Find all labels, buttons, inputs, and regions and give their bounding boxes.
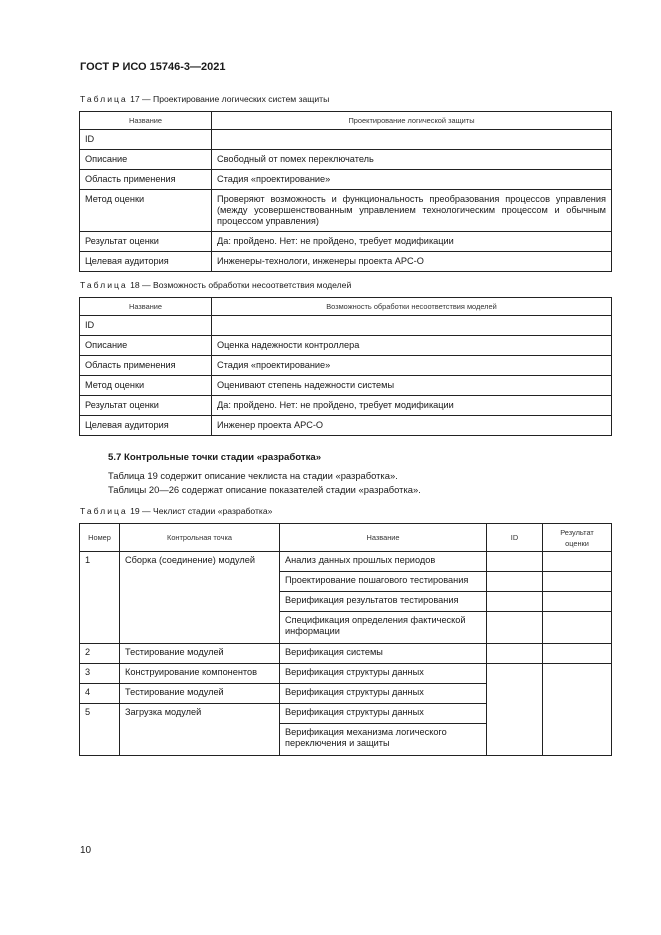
row-label: Результат оценки [80,396,212,416]
row-label: Метод оценки [80,376,212,396]
table-row [80,356,612,376]
column-header: ID [487,524,543,552]
row-label: Целевая аудитория [80,416,212,436]
table-row [80,316,612,336]
row-value: Оценка надежности контроллера [212,336,612,356]
row-label: Описание [80,150,212,170]
column-header: Результат оценки [543,524,612,552]
row-label: ID [80,130,212,150]
row-id [487,612,543,644]
row-value: Инженер проекта APC-O [212,416,612,436]
row-value [212,130,612,150]
row-number: 1 [80,552,120,644]
table-row [80,232,612,252]
column-header: Название [80,298,212,316]
row-checkpoint: Тестирование модулей [120,684,280,704]
caption-text: 17 — Проектирование логических систем защиты [130,94,330,104]
row-value: Да: пройдено. Нет: не пройдено, требует модификации [212,232,612,252]
table-18 [79,297,612,436]
row-value: Инженеры-технологи, инженеры проекта APC-O [212,252,612,272]
row-checkpoint: Тестирование модулей [120,644,280,664]
caption-word: Таблица [80,506,128,516]
table-row [80,130,612,150]
column-header: Проектирование логической защиты [212,112,612,130]
row-id [487,552,543,572]
row-result [543,572,612,592]
section-heading: 5.7 Контрольные точки стадии «разработка» [108,452,322,463]
row-name: Проектирование пошагового тестирования [280,572,487,592]
column-header: Номер [80,524,120,552]
caption-word: Таблица [80,280,128,290]
column-header: Название [80,112,212,130]
row-result [543,592,612,612]
row-value [212,316,612,336]
row-checkpoint: Загрузка модулей [120,704,280,756]
row-value: Оценивают степень надежности системы [212,376,612,396]
table-row [80,664,612,684]
row-label: ID [80,316,212,336]
row-name: Верификация структуры данных [280,664,487,684]
row-name: Верификация структуры данных [280,684,487,704]
table-18-caption [80,280,351,290]
row-value: Да: пройдено. Нет: не пройдено, требует модификации [212,396,612,416]
row-label: Результат оценки [80,232,212,252]
row-result [543,664,612,756]
row-name: Верификация структуры данных [280,704,487,724]
table-row [80,376,612,396]
caption-text: 18 — Возможность обработки несоответствия моделей [130,280,352,290]
paragraph: Таблицы 20—26 содержат описание показателей стадии «разработка». [108,484,421,495]
row-id [487,644,543,664]
row-number: 4 [80,684,120,704]
row-value: Свободный от помех переключатель [212,150,612,170]
table-row [80,170,612,190]
row-value: Стадия «проектирование» [212,356,612,376]
row-result [543,644,612,664]
row-name: Спецификация определения фактической информации [280,612,487,644]
row-number: 5 [80,704,120,756]
table-row [80,252,612,272]
row-result [543,612,612,644]
row-checkpoint: Конструирование компонентов [120,664,280,684]
row-id [487,592,543,612]
caption-text: 19 — Чеклист стадии «разработка» [130,506,273,516]
column-header: Возможность обработки несоответствия моделей [212,298,612,316]
table-17 [79,111,612,272]
row-value: Проверяют возможность и функциональность преобразования процессов управления (между усовершенствованным управлением технологическим процессом и обычным процессом управления) [212,190,612,232]
column-header: Название [280,524,487,552]
row-id [487,572,543,592]
document-title: ГОСТ Р ИСО 15746-3—2021 [80,61,226,73]
table-row [80,552,612,572]
row-label: Описание [80,336,212,356]
row-id [487,664,543,756]
row-name: Анализ данных прошлых периодов [280,552,487,572]
row-checkpoint: Сборка (соединение) модулей [120,552,280,644]
row-label: Область применения [80,170,212,190]
row-label: Область применения [80,356,212,376]
table-19-caption [80,506,272,516]
table-header-row [80,298,612,316]
row-name: Верификация системы [280,644,487,664]
table-header-row [80,524,612,552]
table-row [80,150,612,170]
row-label: Метод оценки [80,190,212,232]
page-number: 10 [80,845,92,856]
row-name: Верификация результатов тестирования [280,592,487,612]
table-header-row [80,112,612,130]
row-name: Верификация механизма логического переключения и защиты [280,724,487,756]
table-row [80,644,612,664]
paragraph: Таблица 19 содержит описание чеклиста на стадии «разработка». [108,470,398,481]
table-19 [79,523,612,756]
row-number: 2 [80,644,120,664]
row-value: Стадия «проектирование» [212,170,612,190]
table-row [80,416,612,436]
row-result [543,552,612,572]
table-row [80,336,612,356]
column-header: Контрольная точка [120,524,280,552]
row-number: 3 [80,664,120,684]
row-label: Целевая аудитория [80,252,212,272]
caption-word: Таблица [80,94,128,104]
table-row [80,190,612,232]
table-row [80,396,612,416]
table-17-caption [80,94,329,104]
